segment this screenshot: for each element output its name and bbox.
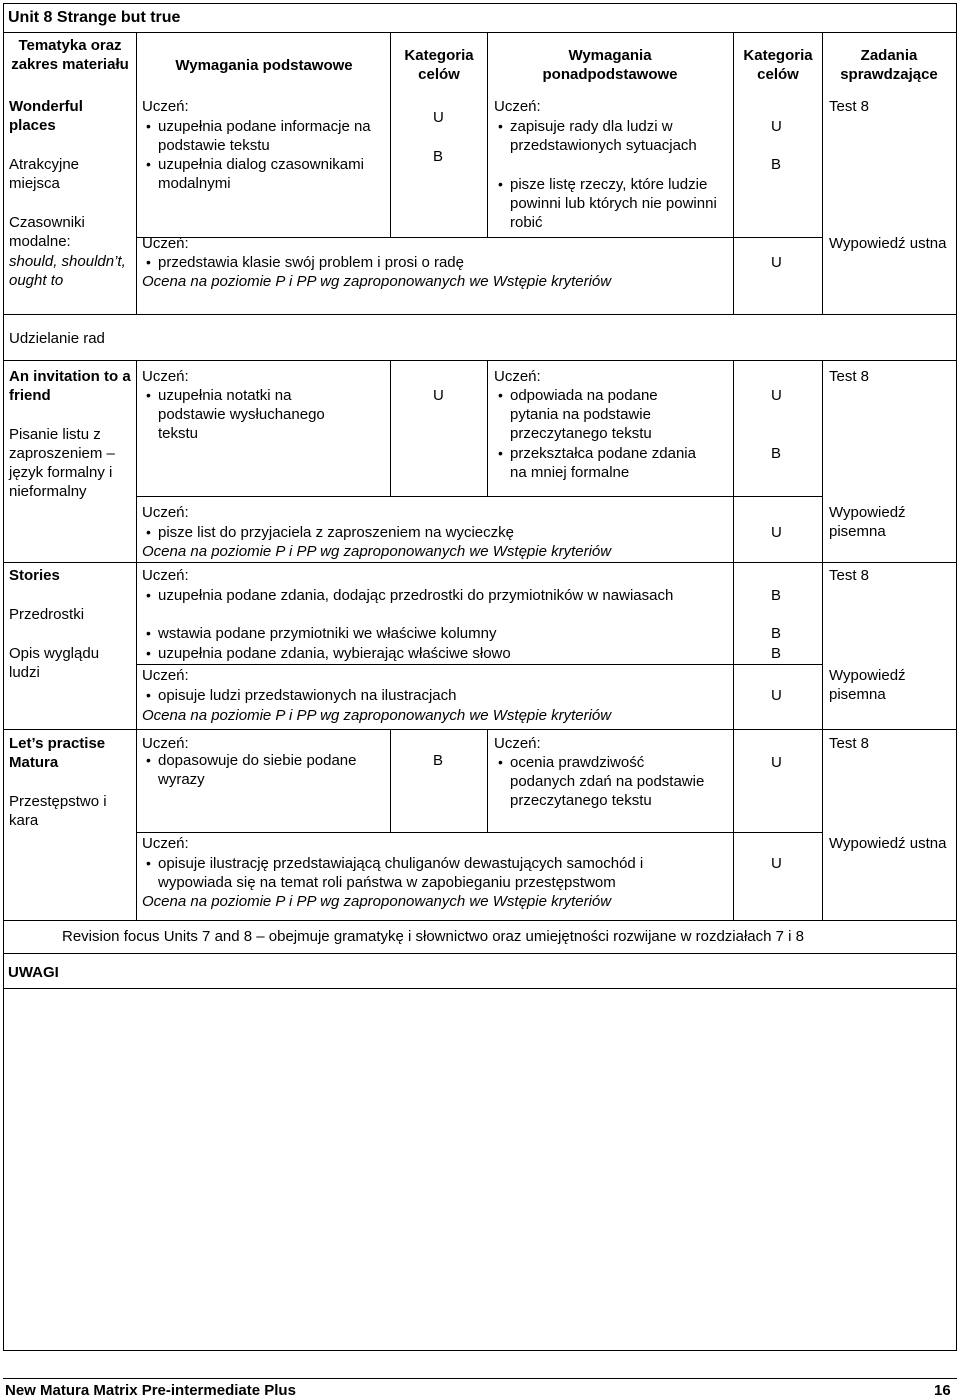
row-line [822, 562, 957, 563]
footer-rule [3, 1378, 957, 1379]
s1-topic-sub2b: should, shouldn’t, ought to [9, 253, 126, 289]
row-line [3, 953, 957, 954]
col-line [733, 32, 734, 237]
s3-desc-cat: U [771, 687, 782, 704]
row-line [136, 237, 822, 238]
s1-speak-student-label: Uczeń: [142, 235, 189, 252]
s1-speak-item: • przedstawia klasie swój problem i prosi o radę [158, 253, 718, 272]
s3-student-label: Uczeń: [142, 567, 189, 584]
s2-cat1: U [433, 387, 444, 404]
s2-student-label: Uczeń: [142, 368, 189, 385]
s3-desc-item: • opisuje ludzi przedstawionych na ilustracjach [158, 686, 718, 705]
s2-write-item: • pisze list do przyjaciela z zaproszeniem na wycieczkę [158, 523, 718, 542]
s3-topic-title: Stories [9, 567, 60, 584]
s4-speak-student-label: Uczeń: [142, 835, 189, 852]
row-line [3, 360, 957, 361]
header-tasks: Zadania sprawdzające [840, 47, 938, 83]
s1-speak-cat: U [771, 254, 782, 271]
s3-desc-task: Wypowiedź pisemna [829, 667, 906, 703]
s2-basic-item-1: • uzupełnia notatki na podstawie wysłuchanego tekstu [158, 386, 358, 443]
s1-topic-sub1: Atrakcyjne miejsca [9, 156, 80, 192]
footer-page-number: 16 [934, 1382, 951, 1399]
s2-write-cat: U [771, 524, 782, 541]
row-line [3, 729, 957, 730]
footer-book: New Matura Matrix Pre-intermediate Plus [5, 1382, 296, 1399]
col-line [487, 360, 488, 496]
notes-label: UWAGI [8, 964, 59, 981]
s3-item-3: • uzupełnia podane zdania, wybierając właściwe słowo [158, 644, 678, 663]
s2-cat2-b: B [771, 445, 782, 462]
title-divider [3, 32, 957, 33]
s4-cat1: B [433, 752, 444, 769]
s1-cat2-b: B [771, 156, 782, 173]
s2-adv-item-1: • odpowiada na podane pytania na podstawie przeczytanego tekstu [510, 386, 710, 443]
s4-topic-sub: Przestępstwo i kara [9, 793, 107, 829]
row-line [3, 988, 957, 989]
col-line [487, 729, 488, 832]
s2-adv-student-label: Uczeń: [494, 368, 541, 385]
row-line [3, 314, 957, 315]
s1-adv-student-label: Uczeń: [494, 98, 541, 115]
header-advanced: Wymagania ponadpodstawowe [542, 47, 678, 83]
col-line [487, 32, 488, 237]
revision-note: Revision focus Units 7 and 8 – obejmuje gramatykę i słownictwo oraz umiejętności rozwijane w rozdziałach 7 i 8 [62, 928, 805, 945]
s1-basic-item-1: • uzupełnia podane informacje na podstawie tekstu [158, 117, 383, 155]
s4-adv-item-1: • ocenia prawdziwość podanych zdań na podstawie przeczytanego tekstu [510, 753, 710, 810]
s2-topic-title: An invitation to a friend [9, 368, 131, 404]
row-line [136, 664, 822, 665]
s4-speak-cat: U [771, 855, 782, 872]
col-line [136, 360, 137, 920]
s1-task: Test 8 [829, 98, 870, 115]
row-line [136, 496, 822, 497]
row-line [3, 562, 822, 563]
s2-adv-item-2: • przekształca podane zdania na mniej formalne [510, 444, 710, 482]
s2-topic-sub: Pisanie listu z zaproszeniem – język formalny i nieformalny [9, 426, 115, 500]
s3-desc-student-label: Uczeń: [142, 667, 189, 684]
s3-task: Test 8 [829, 567, 870, 584]
s4-adv-student-label: Uczeń: [494, 735, 541, 752]
s4-speak-task: Wypowiedź ustna [829, 835, 947, 852]
s2-task: Test 8 [829, 368, 870, 385]
s1-assessment-note: Ocena na poziomie P i PP wg zaproponowanych we Wstępie kryteriów [142, 273, 612, 290]
col-line [822, 32, 823, 314]
s2-assessment-note: Ocena na poziomie P i PP wg zaproponowanych we Wstępie kryteriów [142, 543, 612, 560]
s4-cat2: U [771, 754, 782, 771]
s1-adv-item-1: • zapisuje rady dla ludzi w przedstawionych sytuacjach [510, 117, 720, 155]
s4-speak-item: • opisuje ilustrację przedstawiającą chuliganów dewastujących samochód i wypowiada się na temat roli państwa w zapobieganiu przestępstwom [158, 854, 718, 892]
s1-student-label: Uczeń: [142, 98, 189, 115]
s3-cat-1: B [771, 587, 782, 604]
col-line [822, 360, 823, 920]
s4-topic-title: Let’s practise Matura [9, 735, 106, 771]
col-line [733, 237, 734, 314]
s3-topic-sub1: Przedrostki [9, 606, 85, 623]
subtitle-advice: Udzielanie rad [9, 330, 105, 347]
col-line [390, 729, 391, 832]
s1-cat1-b: B [433, 148, 444, 165]
s4-student-label: Uczeń: [142, 735, 189, 752]
col-line [733, 360, 734, 920]
header-basic: Wymagania podstawowe [175, 57, 353, 74]
s4-basic-item-1: • dopasowuje do siebie podane wyrazy [158, 751, 386, 789]
header-topic: Tematyka oraz zakres materiału [11, 37, 129, 73]
s3-assessment-note: Ocena na poziomie P i PP wg zaproponowanych we Wstępie kryteriów [142, 707, 612, 724]
s2-cat2-a: U [771, 387, 782, 404]
row-line [3, 920, 957, 921]
frame-left [3, 3, 4, 1351]
page-title: Unit 8 Strange but true [8, 9, 181, 26]
col-line [390, 32, 391, 237]
s3-item-2: • wstawia podane przymiotniki we właściwe kolumny [158, 624, 678, 643]
row-line [136, 832, 822, 833]
s3-item-1: • uzupełnia podane zdania, dodając przedrostki do przymiotników w nawiasach [158, 586, 678, 605]
s3-topic-sub2: Opis wyglądu ludzi [9, 645, 100, 681]
s1-topic-sub2a: Czasowniki modalne: [9, 214, 85, 250]
s2-write-task: Wypowiedź pisemna [829, 504, 906, 540]
s2-write-student-label: Uczeń: [142, 504, 189, 521]
s1-cat2-a: U [771, 118, 782, 135]
col-line [390, 360, 391, 496]
header-category2: Kategoria celów [743, 47, 813, 83]
s1-topic-title: Wonderful places [9, 98, 83, 134]
col-line [136, 32, 137, 314]
s1-cat1-a: U [433, 109, 444, 126]
frame-bottom [3, 1350, 957, 1351]
frame-top [3, 3, 957, 4]
s4-task: Test 8 [829, 735, 870, 752]
s4-assessment-note: Ocena na poziomie P i PP wg zaproponowanych we Wstępie kryteriów [142, 893, 612, 910]
s1-basic-item-2: • uzupełnia dialog czasownikami modalnymi [158, 155, 383, 193]
s1-adv-item-2: • pisze listę rzeczy, które ludzie powinni lub których nie powinni robić [510, 175, 720, 232]
s3-cat-2: B [771, 625, 782, 642]
header-category1: Kategoria celów [404, 47, 474, 83]
frame-right [956, 3, 957, 1351]
s1-speak-task: Wypowiedź ustna [829, 235, 947, 252]
s3-cat-3: B [771, 645, 782, 662]
